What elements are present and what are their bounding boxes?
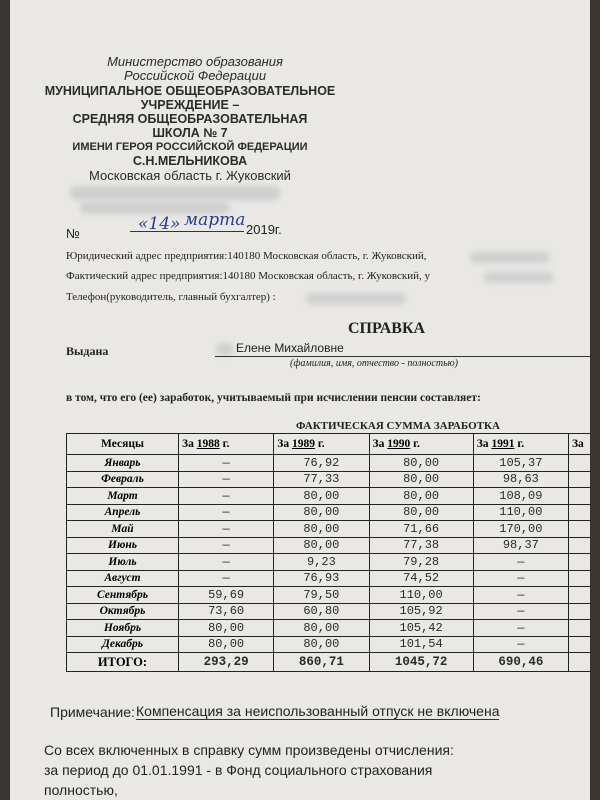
month-cell: Декабрь <box>67 636 179 653</box>
table-header-row <box>67 434 591 455</box>
month-cell: Май <box>67 521 179 538</box>
value-cell: 105,92 <box>369 603 473 620</box>
value-cell: — <box>179 504 274 521</box>
value-cell: 79,28 <box>369 554 473 571</box>
document-title: СПРАВКА <box>348 320 426 337</box>
col-suffix: г. <box>317 438 325 450</box>
col-prefix: За <box>372 438 385 450</box>
table-row <box>67 488 591 505</box>
value-cell: — <box>179 537 274 554</box>
value-cell: 71,66 <box>369 521 473 538</box>
value-cell <box>568 620 590 637</box>
value-cell: 77,33 <box>274 471 369 488</box>
value-cell: 80,00 <box>369 471 473 488</box>
value-cell: 105,42 <box>369 620 473 637</box>
value-cell <box>568 537 590 554</box>
value-cell: 80,00 <box>179 636 274 653</box>
value-cell: — <box>473 603 568 620</box>
issued-label: Выдана <box>66 344 109 358</box>
value-cell: 170,00 <box>473 521 568 538</box>
legal-address: Юридический адрес предприятия:140180 Московская область, г. Жуковский, <box>66 250 427 262</box>
value-cell <box>568 587 590 604</box>
col-year: 1991 <box>491 438 515 450</box>
table-row <box>67 471 591 488</box>
value-cell: — <box>473 570 568 587</box>
value-cell: 80,00 <box>274 537 369 554</box>
document-page <box>10 0 590 800</box>
total-cell <box>568 653 590 672</box>
value-cell: — <box>473 554 568 571</box>
value-cell: 80,00 <box>179 620 274 637</box>
value-cell: 110,00 <box>369 587 473 604</box>
table-row <box>67 603 591 620</box>
value-cell <box>568 521 590 538</box>
col-year-header <box>473 434 568 455</box>
date-day: «14» <box>138 214 181 234</box>
month-cell: Апрель <box>67 504 179 521</box>
col-month-header: Месяцы <box>67 434 179 455</box>
note-label: Примечание: <box>50 704 135 720</box>
month-cell: Январь <box>67 455 179 472</box>
redacted-surname <box>216 343 234 355</box>
value-cell: 101,54 <box>369 636 473 653</box>
value-cell <box>568 471 590 488</box>
month-cell: Март <box>67 488 179 505</box>
phone: Телефон(руководитель, главный бухгалтер) : <box>66 291 276 303</box>
col-prefix: За <box>277 438 290 450</box>
value-cell: — <box>473 636 568 653</box>
month-cell: Февраль <box>67 471 179 488</box>
redacted-line <box>70 186 280 200</box>
org-line-5: ИМЕНИ ГЕРОЯ РОССИЙСКОЙ ФЕДЕРАЦИИ <box>72 141 308 153</box>
value-cell: 80,00 <box>369 455 473 472</box>
value-cell: — <box>179 471 274 488</box>
table-row <box>67 504 591 521</box>
redacted-address <box>484 272 554 283</box>
value-cell <box>568 554 590 571</box>
org-line-2: УЧРЕЖДЕНИЕ – <box>140 98 240 112</box>
value-cell: — <box>473 620 568 637</box>
table-row <box>67 455 591 472</box>
total-cell: 860,71 <box>274 653 369 672</box>
issued-hint: (фамилия, имя, отчество - полностью) <box>290 358 459 369</box>
month-cell: Июнь <box>67 537 179 554</box>
value-cell <box>568 636 590 653</box>
col-suffix: г. <box>517 438 525 450</box>
value-cell: 110,00 <box>473 504 568 521</box>
value-cell <box>568 570 590 587</box>
value-cell: 108,09 <box>473 488 568 505</box>
value-cell: 80,00 <box>369 488 473 505</box>
table-row <box>67 636 591 653</box>
value-cell: — <box>179 488 274 505</box>
total-label: ИТОГО: <box>67 653 179 672</box>
total-cell: 293,29 <box>179 653 274 672</box>
org-line-6: С.Н.МЕЛЬНИКОВА <box>132 154 248 168</box>
col-year: 1989 <box>291 438 315 450</box>
value-cell: 80,00 <box>274 488 369 505</box>
value-cell: 73,60 <box>179 603 274 620</box>
number-label: № <box>66 226 80 241</box>
col-year: 1990 <box>387 438 411 450</box>
col-prefix: За <box>476 438 489 450</box>
org-line-1: МУНИЦИПАЛЬНОЕ ОБЩЕОБРАЗОВАТЕЛЬНОЕ <box>44 84 336 98</box>
value-cell: 74,52 <box>369 570 473 587</box>
total-cell: 690,46 <box>473 653 568 672</box>
col-suffix: г. <box>413 438 420 450</box>
month-cell: Сентябрь <box>67 587 179 604</box>
redacted-phone <box>306 293 406 304</box>
col-year-header <box>369 434 473 455</box>
table-row <box>67 620 591 637</box>
col-suffix: г. <box>222 438 230 450</box>
value-cell: 79,50 <box>274 587 369 604</box>
total-cell: 1045,72 <box>369 653 473 672</box>
value-cell <box>568 488 590 505</box>
footer-line-2: за период до 01.01.1991 - в Фонд социального страхования <box>44 762 433 778</box>
table-total-row <box>67 653 591 672</box>
value-cell: 9,23 <box>274 554 369 571</box>
value-cell: 80,00 <box>274 504 369 521</box>
table-row <box>67 521 591 538</box>
org-line-3: СРЕДНЯЯ ОБЩЕОБРАЗОВАТЕЛЬНАЯ <box>72 112 308 126</box>
value-cell <box>568 504 590 521</box>
value-cell: — <box>179 521 274 538</box>
name-underline <box>215 356 590 357</box>
col-year-header <box>568 434 590 455</box>
value-cell: 76,92 <box>274 455 369 472</box>
region: Московская область г. Жуковский <box>89 168 291 183</box>
table-row <box>67 587 591 604</box>
value-cell: 80,00 <box>274 620 369 637</box>
table-caption: ФАКТИЧЕСКАЯ СУММА ЗАРАБОТКА <box>296 420 500 432</box>
value-cell: 77,38 <box>369 537 473 554</box>
value-cell: 76,93 <box>274 570 369 587</box>
col-prefix: За <box>571 438 584 450</box>
date-month: марта <box>184 210 246 230</box>
col-year-header <box>179 434 274 455</box>
redacted-address <box>470 252 550 263</box>
value-cell <box>568 455 590 472</box>
footer-line-3: полностью, <box>44 782 118 798</box>
value-cell: 98,37 <box>473 537 568 554</box>
date-year: 2019г. <box>246 222 282 237</box>
month-cell: Октябрь <box>67 603 179 620</box>
issued-name: Елене Михайловне <box>236 341 344 355</box>
col-year-header <box>274 434 369 455</box>
footer-line-1: Со всех включенных в справку сумм произведены отчисления: <box>44 742 454 758</box>
value-cell: — <box>473 587 568 604</box>
value-cell: 59,69 <box>179 587 274 604</box>
col-prefix: За <box>182 438 194 450</box>
value-cell: 105,37 <box>473 455 568 472</box>
value-cell: — <box>179 455 274 472</box>
ministry-line-2: Российской Федерации <box>123 68 267 83</box>
table-row <box>67 554 591 571</box>
value-cell: 80,00 <box>369 504 473 521</box>
value-cell <box>568 603 590 620</box>
month-cell: Август <box>67 570 179 587</box>
value-cell: 98,63 <box>473 471 568 488</box>
value-cell: 60,80 <box>274 603 369 620</box>
note-text: Компенсация за неиспользованный отпуск не включена <box>136 703 500 719</box>
value-cell: 80,00 <box>274 636 369 653</box>
statement: в том, что его (ее) заработок, учитываемый при исчислении пенсии составляет: <box>66 392 481 404</box>
col-year: 1988 <box>196 438 220 450</box>
actual-address: Фактический адрес предприятия:140180 Московская область, г. Жуковский, у <box>66 270 431 282</box>
month-cell: Ноябрь <box>67 620 179 637</box>
value-cell: 80,00 <box>274 521 369 538</box>
ministry-line-1: Министерство образования <box>107 54 283 69</box>
value-cell: — <box>179 570 274 587</box>
value-cell: — <box>179 554 274 571</box>
org-line-4: ШКОЛА № 7 <box>152 126 228 140</box>
date-underline <box>130 231 244 232</box>
table-row <box>67 537 591 554</box>
salary-table <box>66 433 590 672</box>
month-cell: Июль <box>67 554 179 571</box>
table-row <box>67 570 591 587</box>
